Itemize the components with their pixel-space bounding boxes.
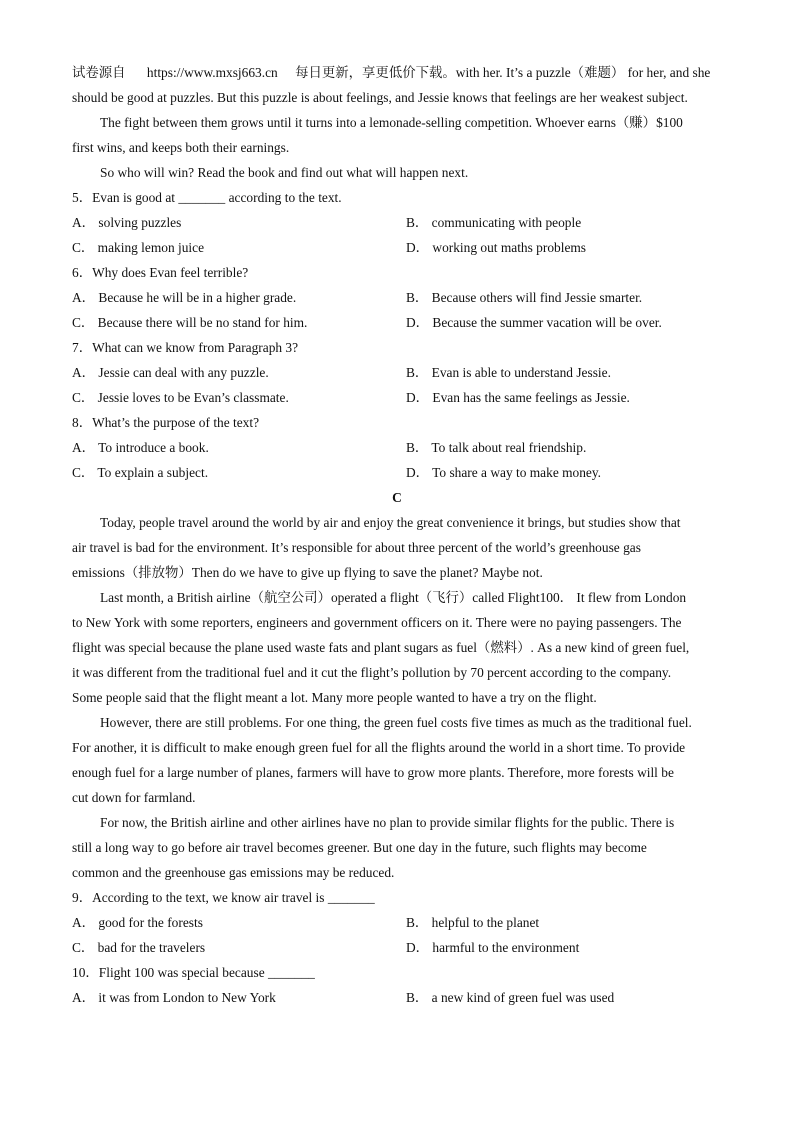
passage-line: common and the greenhouse gas emissions may be reduced. [72,865,395,880]
exam-page [72,60,722,1010]
source-slogan: 每日更新，享更低价下载。 [295,65,456,80]
passage-line: emissions（排放物）Then do we have to give up flying to save the planet? Maybe not. [72,565,543,580]
passage-line: So who will win? Read the book and find out what will happen next. [100,165,469,180]
passage-line: first wins, and keeps both their earnings. [72,140,290,155]
option-b[interactable]: B． helpful to the planet [406,915,540,930]
passage-continuation: with her. It’s a puzzle（难题） for her, and she [455,65,711,80]
passage-line: air travel is bad for the environment. It’s responsible for about three percent of the world’s greenhouse gas [72,540,641,555]
passage-line: cut down for farmland. [72,790,196,805]
option-a[interactable]: A． it was from London to New York [72,990,276,1005]
section-heading: C [392,490,402,505]
passage-line: Last month, a British airline（航空公司）operated a flight（飞行）called Flight100． It flew from London [100,590,687,605]
option-b[interactable]: B． communicating with people [406,215,582,230]
option-d[interactable]: D． Evan has the same feelings as Jessie. [406,390,630,405]
option-d[interactable]: D． To share a way to make money. [406,465,602,480]
option-c[interactable]: C． making lemon juice [72,240,205,255]
question-stem: 9．According to the text, we know air travel is _______ [72,890,375,905]
option-row [72,435,722,460]
passage-line: flight was special because the plane used waste fats and plant sugars as fuel（燃料）. As a new kind of green fuel, [72,640,690,655]
option-b[interactable]: B． Evan is able to understand Jessie. [406,365,611,380]
passage-line: should be good at puzzles. But this puzzle is about feelings, and Jessie knows that feelings are her weakest subject. [72,90,688,105]
passage-line: The fight between them grows until it turns into a lemonade-selling competition. Whoever earns（赚）$100 [100,115,683,130]
option-d[interactable]: D． harmful to the environment [406,940,580,955]
option-d[interactable]: D． Because the summer vacation will be over. [406,315,662,330]
option-c[interactable]: C． Because there will be no stand for him. [72,315,308,330]
option-a[interactable]: A． Because he will be in a higher grade. [72,290,297,305]
source-label: 试卷源自 [72,65,126,80]
question-stem: 8．What’s the purpose of the text? [72,415,260,430]
option-c[interactable]: C． To explain a subject. [72,465,209,480]
passage-line: to New York with some reporters, engineers and government officers on it. There were no paying passengers. The [72,615,682,630]
option-b[interactable]: B． To talk about real friendship. [406,440,587,455]
option-row [72,235,722,260]
option-a[interactable]: A． To introduce a book. [72,440,209,455]
passage-line: it was different from the traditional fuel and it cut the flight’s pollution by 70 percent according to the company. [72,665,672,680]
passage-line: enough fuel for a large number of planes, farmers will have to grow more plants. Therefore, more forests will be [72,765,674,780]
question-stem: 6．Why does Evan feel terrible? [72,265,249,280]
passage-line: However, there are still problems. For one thing, the green fuel costs five times as much as the traditional fuel. [100,715,692,730]
option-a[interactable]: A． good for the forests [72,915,203,930]
option-b[interactable]: B． a new kind of green fuel was used [406,990,615,1005]
option-row [72,360,722,385]
option-d[interactable]: D． working out maths problems [406,240,587,255]
passage-line: Some people said that the flight meant a lot. Many more people wanted to have a try on the flight. [72,690,597,705]
option-row [72,385,722,410]
passage-line: For now, the British airline and other airlines have no plan to provide similar flights for the public. There is [100,815,675,830]
passage-line: Today, people travel around the world by air and enjoy the great convenience it brings, but studies show that [100,515,681,530]
option-row [72,985,722,1010]
option-row [72,935,722,960]
option-c[interactable]: C． Jessie loves to be Evan’s classmate. [72,390,289,405]
question-stem: 7．What can we know from Paragraph 3? [72,340,299,355]
option-row [72,460,722,485]
option-row [72,310,722,335]
option-c[interactable]: C． bad for the travelers [72,940,206,955]
passage-line: For another, it is difficult to make enough green fuel for all the flights around the world in a short time. To provide [72,740,686,755]
question-stem: 5．Evan is good at _______ according to the text. [72,190,342,205]
option-row [72,210,722,235]
header-line [72,60,722,85]
option-b[interactable]: B． Because others will find Jessie smarter. [406,290,643,305]
passage-line: still a long way to go before air travel becomes greener. But one day in the future, such flights may become [72,840,647,855]
option-row [72,910,722,935]
option-a[interactable]: A． Jessie can deal with any puzzle. [72,365,269,380]
option-row [72,285,722,310]
question-stem: 10．Flight 100 was special because _______ [72,965,315,980]
option-a[interactable]: A． solving puzzles [72,215,182,230]
source-url[interactable]: https://www.mxsj663.cn [146,65,278,80]
